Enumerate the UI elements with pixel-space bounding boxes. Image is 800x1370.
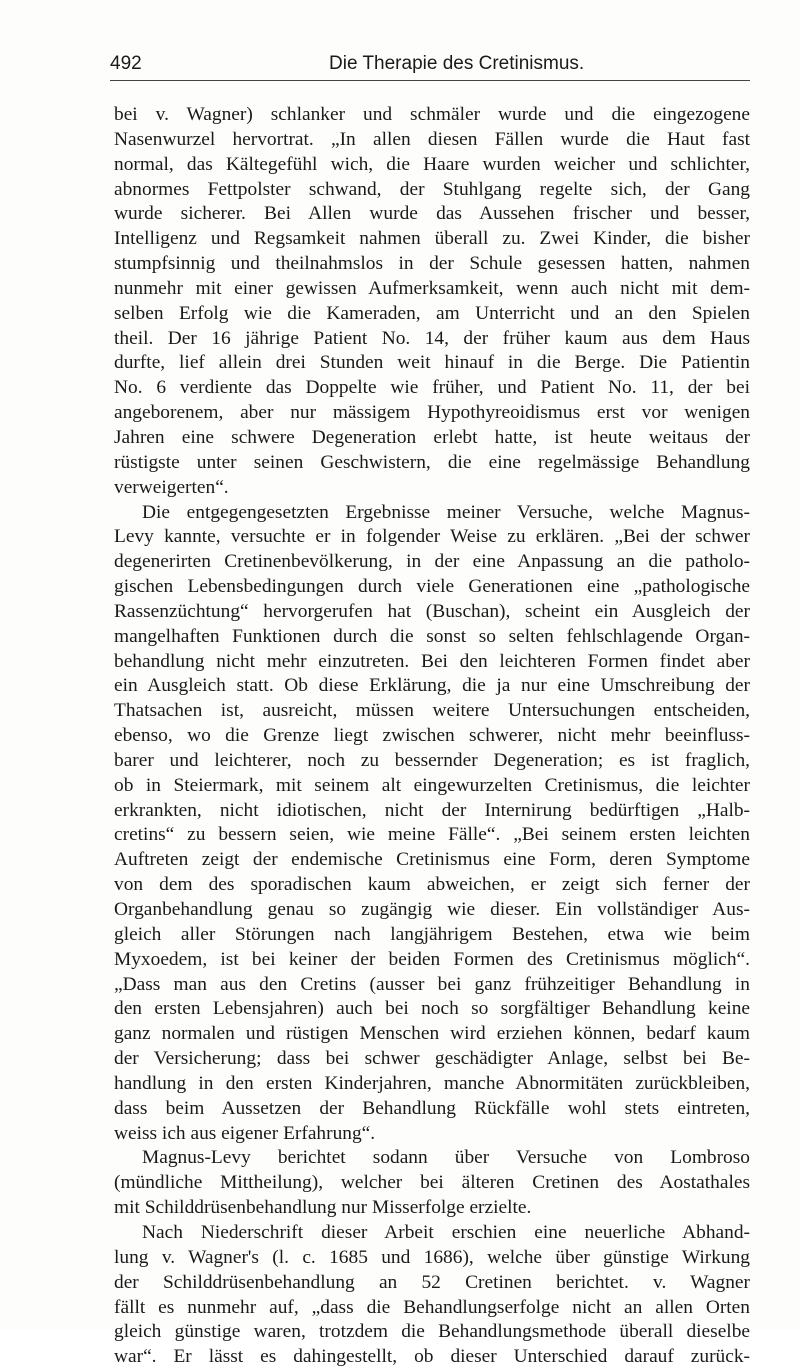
header-rule bbox=[110, 80, 750, 81]
text-line: verweigerten“. bbox=[114, 476, 229, 498]
text-line: gleich aller Störungen nach langjährigem Bestehen, etwa wie beim bbox=[114, 923, 750, 945]
text-line: theil. Der 16 jährige Patient No. 14, der früher kaum aus dem Haus bbox=[114, 327, 750, 349]
body-text bbox=[114, 103, 750, 1370]
text-line: Levy kannte, versuchte er in folgender Weise zu erklären. „Bei der schwer bbox=[114, 526, 750, 548]
text-line: „Dass man aus den Cretins (ausser bei ganz frühzeitiger Behandlung in bbox=[114, 973, 750, 995]
text-line: dass beim Aussetzen der Behandlung Rückfälle wohl stets eintreten, bbox=[114, 1097, 750, 1119]
text-line: stumpfsinnig und theilnahmslos in der Schule gesessen hatten, nahmen bbox=[114, 253, 750, 275]
text-line: Nach Niederschrift dieser Arbeit erschien eine neuerliche Abhand- bbox=[142, 1221, 750, 1243]
text-line: der Versicherung; dass bei schwer geschädigter Anlage, selbst bei Be- bbox=[114, 1048, 750, 1070]
text-line: weiss ich aus eigener Erfahrung“. bbox=[114, 1122, 376, 1144]
page-number: 492 bbox=[110, 53, 142, 74]
text-line: der Schilddrüsenbehandlung an 52 Cretinen berichtet. v. Wagner bbox=[114, 1271, 750, 1293]
text-line: selben Erfolg wie die Kameraden, am Unterricht und an den Spielen bbox=[114, 302, 750, 324]
text-line: von dem des sporadischen kaum abweichen, er zeigt sich ferner der bbox=[114, 874, 750, 896]
text-line: Organbehandlung genau so zugängig wie dieser. Ein vollständiger Aus- bbox=[114, 899, 750, 920]
text-line: Myxoedem, ist bei keiner der beiden Formen des Cretinismus möglich“. bbox=[114, 948, 750, 970]
text-line: war“. Er lässt es dahingestellt, ob dieser Unterschied darauf zurück- bbox=[114, 1346, 750, 1368]
text-line: gischen Lebensbedingungen durch viele Generationen eine „pathologische bbox=[114, 576, 750, 598]
text-line: ganz normalen und rüstigen Menschen wird erziehen können, bedarf kaum bbox=[114, 1023, 750, 1045]
text-line: Thatsachen ist, ausreicht, müssen weitere Untersuchungen entscheiden, bbox=[114, 700, 750, 722]
text-line: ob in Steiermark, mit seinem alt eingewurzelten Cretinismus, die leichter bbox=[114, 774, 750, 796]
text-line: den ersten Lebensjahren) auch bei noch so sorgfältiger Behandlung keine bbox=[114, 998, 750, 1020]
text-line: rüstigste unter seinen Geschwistern, die eine regelmässige Behandlung bbox=[114, 451, 750, 473]
text-line: durfte, lief allein drei Stunden weit hinauf in die Berge. Die Patientin bbox=[114, 352, 750, 374]
text-line: angeborenem, aber nur mässigem Hypothyreoidismus erst vor wenigen bbox=[114, 402, 750, 424]
text-line: No. 6 verdiente das Doppelte wie früher, und Patient No. 11, der bei bbox=[114, 377, 750, 399]
text-line: Die entgegengesetzten Ergebnisse meiner Versuche, welche Magnus- bbox=[142, 501, 750, 523]
text-line: degenerirten Cretinenbevölkerung, in der eine Anpassung an die patholo- bbox=[114, 551, 750, 573]
text-line: Auftreten zeigt der endemische Cretinismus eine Form, deren Symptome bbox=[114, 849, 750, 871]
text-line: Magnus-Levy berichtet sodann über Versuche von Lombroso bbox=[142, 1147, 750, 1169]
text-line: behandlung nicht mehr einzutreten. Bei den leichteren Formen findet aber bbox=[114, 650, 750, 672]
text-line: mangelhaften Funktionen durch die sonst so selten fehlschlagende Organ- bbox=[114, 625, 750, 647]
running-title: Die Therapie des Cretinismus. bbox=[329, 53, 585, 74]
text-line: Rassenzüchtung“ hervorgerufen hat (Buschan), scheint ein Ausgleich der bbox=[114, 600, 750, 622]
text-line: bei v. Wagner) schlanker und schmäler wurde und die eingezogene bbox=[114, 104, 750, 125]
text-line: nunmehr mit einer gewissen Aufmerksamkeit, wenn auch nicht mit dem- bbox=[114, 277, 750, 299]
text-line: lung v. Wagner's (l. c. 1685 und 1686), welche über günstige Wirkung bbox=[114, 1246, 750, 1268]
running-header bbox=[110, 49, 750, 79]
text-line: Intelligenz und Regsamkeit nahmen überall zu. Zwei Kinder, die bisher bbox=[114, 228, 750, 250]
text-line: fällt es nunmehr auf, „dass die Behandlungserfolge nicht an allen Orten bbox=[114, 1296, 750, 1318]
text-line: (mündliche Mittheilung), welcher bei älteren Cretinen des Aostathales bbox=[114, 1172, 750, 1194]
text-line: mit Schilddrüsenbehandlung nur Misserfolge erzielte. bbox=[114, 1197, 532, 1219]
text-line: erkrankten, nicht idiotischen, nicht der Internirung bedürftigen „Halb- bbox=[114, 799, 750, 821]
text-line: handlung in den ersten Kinderjahren, manche Abnormitäten zurückbleiben, bbox=[114, 1072, 750, 1094]
text-line: Jahren eine schwere Degeneration erlebt hatte, ist heute weitaus der bbox=[114, 426, 750, 448]
text-line: wurde sicherer. Bei Allen wurde das Aussehen frischer und besser, bbox=[114, 203, 750, 225]
text-line: abnormes Fettpolster schwand, der Stuhlgang regelte sich, der Gang bbox=[114, 178, 750, 200]
text-line: ein Ausgleich statt. Ob diese Erklärung, die ja nur eine Umschreibung der bbox=[114, 675, 750, 697]
text-line: barer und leichterer, noch zu bessernder Degeneration; es ist fraglich, bbox=[114, 749, 750, 771]
text-line: Nasenwurzel hervortrat. „In allen diesen Fällen wurde die Haut fast bbox=[114, 128, 750, 150]
text-line: cretins“ zu bessern seien, wie meine Fälle“. „Bei seinem ersten leichten bbox=[114, 824, 750, 846]
text-line: normal, das Kältegefühl wich, die Haare wurden weicher und schlichter, bbox=[114, 153, 750, 175]
text-line: gleich günstige waren, trotzdem die Behandlungsmethode überall dieselbe bbox=[114, 1321, 750, 1343]
text-line: ebenso, wo die Grenze liegt zwischen schwerer, nicht mehr beeinfluss- bbox=[114, 725, 750, 747]
